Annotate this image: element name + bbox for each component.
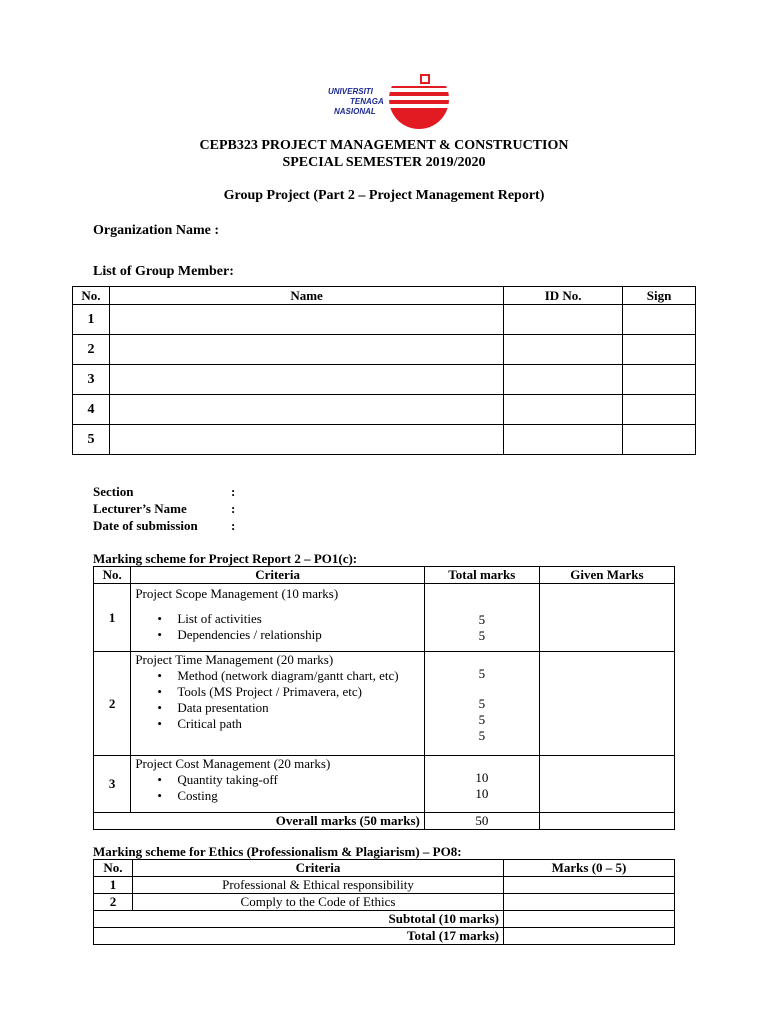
organization-label: Organization Name : bbox=[93, 223, 219, 238]
logo-text-line1: UNIVERSITI bbox=[328, 87, 373, 96]
course-title: CEPB323 PROJECT MANAGEMENT & CONSTRUCTION bbox=[199, 138, 569, 153]
id-cell[interactable] bbox=[504, 425, 623, 455]
criteria-item: • Costing bbox=[151, 788, 424, 804]
logo-text-line3: NASIONAL bbox=[334, 107, 376, 116]
id-cell[interactable] bbox=[504, 365, 623, 395]
total-label: Total (17 marks) bbox=[94, 928, 504, 945]
row-number: 3 bbox=[73, 365, 110, 395]
criteria-item: • Critical path bbox=[151, 716, 424, 732]
subtotal-cell[interactable] bbox=[504, 911, 675, 928]
col-total: Total marks bbox=[424, 567, 539, 584]
criteria-cell: Professional & Ethical responsibility bbox=[133, 877, 504, 894]
col-id: ID No. bbox=[504, 287, 623, 305]
section-label: Section bbox=[93, 484, 134, 499]
mark-value: 5 bbox=[478, 612, 486, 627]
criteria-title: Project Cost Management (20 marks) bbox=[135, 756, 331, 771]
col-given: Given Marks bbox=[539, 567, 674, 584]
scheme2-table bbox=[93, 859, 675, 945]
row-number: 2 bbox=[73, 335, 110, 365]
semester-title: SPECIAL SEMESTER 2019/2020 bbox=[282, 155, 486, 170]
criteria-title: Project Time Management (20 marks) bbox=[135, 652, 334, 667]
id-cell[interactable] bbox=[504, 335, 623, 365]
date-label: Date of submission bbox=[93, 518, 198, 533]
project-title: Group Project (Part 2 – Project Management Report) bbox=[223, 188, 545, 203]
criteria-item: • Tools (MS Project / Primavera, etc) bbox=[151, 684, 424, 700]
mark-value: 5 bbox=[478, 696, 486, 711]
overall-value: 50 bbox=[424, 813, 539, 830]
table-row bbox=[94, 584, 675, 652]
sign-cell[interactable] bbox=[623, 425, 696, 455]
table-row bbox=[94, 756, 675, 813]
col-criteria: Criteria bbox=[133, 860, 504, 877]
mark-value: 5 bbox=[478, 628, 486, 643]
row-number: 5 bbox=[73, 425, 110, 455]
row-number: 2 bbox=[94, 894, 133, 911]
table-row bbox=[94, 894, 675, 911]
given-marks-cell[interactable] bbox=[539, 756, 674, 813]
sign-cell[interactable] bbox=[623, 335, 696, 365]
mark-value: 5 bbox=[478, 712, 486, 727]
lecturer-label: Lecturer’s Name bbox=[93, 501, 187, 516]
mark-value: 10 bbox=[475, 770, 489, 785]
row-number: 2 bbox=[94, 652, 131, 756]
criteria-item: • Method (network diagram/gantt chart, etc) bbox=[151, 668, 407, 684]
criteria-item: • Dependencies / relationship bbox=[151, 627, 424, 643]
criteria-item: • Quantity taking-off bbox=[151, 772, 424, 788]
col-marks: Marks (0 – 5) bbox=[504, 860, 675, 877]
marks-cell[interactable] bbox=[504, 894, 675, 911]
table-row bbox=[73, 365, 696, 395]
id-cell[interactable] bbox=[504, 395, 623, 425]
row-number: 1 bbox=[73, 305, 110, 335]
scheme2-heading: Marking scheme for Ethics (Professionalism & Plagiarism) – PO8: bbox=[93, 844, 462, 859]
marks-cell[interactable] bbox=[504, 877, 675, 894]
lecturer-colon: : bbox=[231, 501, 236, 516]
scheme1-heading: Marking scheme for Project Report 2 – PO1(c): bbox=[93, 551, 358, 566]
row-number: 1 bbox=[94, 584, 131, 652]
name-cell[interactable] bbox=[109, 425, 503, 455]
col-sign: Sign bbox=[623, 287, 696, 305]
name-cell[interactable] bbox=[109, 305, 503, 335]
mark-value: 10 bbox=[475, 786, 489, 801]
given-marks-cell[interactable] bbox=[539, 652, 674, 756]
date-colon: : bbox=[231, 518, 236, 533]
row-number: 3 bbox=[94, 756, 131, 813]
overall-given-cell[interactable] bbox=[539, 813, 674, 830]
mark-value: 5 bbox=[478, 666, 486, 681]
subtotal-row bbox=[94, 911, 675, 928]
col-no: No. bbox=[94, 567, 131, 584]
members-heading: List of Group Member: bbox=[93, 264, 234, 279]
table-row bbox=[73, 425, 696, 455]
university-logo bbox=[316, 68, 450, 130]
table-row bbox=[94, 652, 675, 756]
table-row bbox=[73, 305, 696, 335]
sign-cell[interactable] bbox=[623, 395, 696, 425]
subtotal-label: Subtotal (10 marks) bbox=[94, 911, 504, 928]
col-no: No. bbox=[73, 287, 110, 305]
col-name: Name bbox=[109, 287, 503, 305]
id-cell[interactable] bbox=[504, 305, 623, 335]
col-no: No. bbox=[94, 860, 133, 877]
members-table bbox=[72, 286, 696, 455]
criteria-item: • List of activities bbox=[151, 611, 424, 627]
section-colon: : bbox=[231, 484, 236, 499]
row-number: 4 bbox=[73, 395, 110, 425]
criteria-title: Project Scope Management (10 marks) bbox=[135, 586, 339, 601]
scheme1-table bbox=[93, 566, 675, 830]
name-cell[interactable] bbox=[109, 365, 503, 395]
sign-cell[interactable] bbox=[623, 305, 696, 335]
overall-row bbox=[94, 813, 675, 830]
name-cell[interactable] bbox=[109, 395, 503, 425]
criteria-cell: Comply to the Code of Ethics bbox=[133, 894, 504, 911]
overall-label: Overall marks (50 marks) bbox=[94, 813, 425, 830]
table-row bbox=[73, 335, 696, 365]
table-row bbox=[73, 395, 696, 425]
total-cell[interactable] bbox=[504, 928, 675, 945]
given-marks-cell[interactable] bbox=[539, 584, 674, 652]
name-cell[interactable] bbox=[109, 335, 503, 365]
row-number: 1 bbox=[94, 877, 133, 894]
logo-text-line2: TENAGA bbox=[350, 97, 384, 106]
mark-value: 5 bbox=[478, 728, 486, 743]
col-criteria: Criteria bbox=[131, 567, 425, 584]
sign-cell[interactable] bbox=[623, 365, 696, 395]
table-row bbox=[94, 877, 675, 894]
criteria-item: • Data presentation bbox=[151, 700, 424, 716]
total-row bbox=[94, 928, 675, 945]
